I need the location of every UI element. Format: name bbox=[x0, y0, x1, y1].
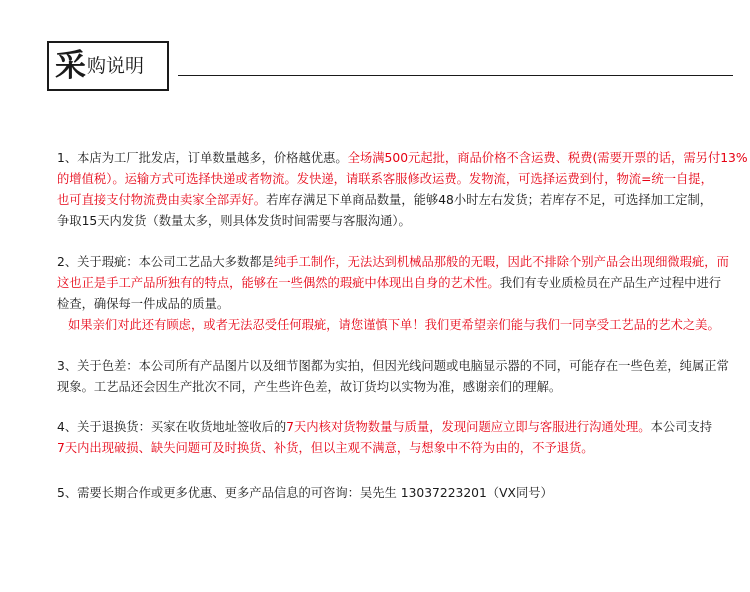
section-contact bbox=[57, 483, 737, 504]
defects-highlight: 纯手工制作，无法达到机械品那般的无暇，因此不排除个别产品会出现细微瑕疵，而 bbox=[273, 255, 729, 269]
returns-text: 4、关于退换货：买家在收货地址签收后的 bbox=[57, 420, 287, 434]
section-contact-line-1: 5、需要长期合作或更多优惠、更多产品信息的可咨询：吴先生 13037223201（VX同号） bbox=[57, 486, 553, 500]
page-title-box bbox=[47, 41, 169, 91]
section-ordering-line-2: 的增值税）。运输方式可选择快递或者物流。发快递，请联系客服修改运费。发物流，可选择运费到付，物流=统一自提， bbox=[57, 172, 713, 186]
defects-highlight: 这也正是手工产品所独有的特点，能够在一些偶然的瑕疵中体现出自身的艺术性。 bbox=[57, 276, 500, 290]
section-ordering bbox=[57, 148, 748, 232]
section-defects-line-1 bbox=[57, 252, 737, 273]
section-defects bbox=[57, 252, 737, 336]
defects-text: 2、关于瑕疵：本公司工艺品大多数都是 bbox=[57, 255, 274, 269]
section-defects-line-3: 检查，确保每一件成品的质量。 bbox=[57, 297, 230, 311]
returns-text: 本公司支持 bbox=[650, 420, 713, 434]
section-ordering-line-4: 争取15天内发货（数量太多，则具体发货时间需要与客服沟通）。 bbox=[57, 214, 411, 228]
section-defects-line-4: 如果亲们对此还有顾虑，或者无法忍受任何瑕疵，请您谨慎下单！我们更希望亲们能与我们一同享受工艺品的艺术之美。 bbox=[68, 318, 720, 332]
ordering-highlight: 全场满500元起批，商品价格不含运费、税费(需要开票的话，需另付13% bbox=[347, 151, 748, 165]
ordering-highlight: 也可直接支付物流费由卖家全部弄好。 bbox=[57, 193, 267, 207]
ordering-text: 1、本店为工厂批发店，订单数量越多，价格越优惠。 bbox=[57, 151, 348, 165]
returns-highlight: 7天内核对货物数量与质量，发现问题应立即与客服进行沟通处理。 bbox=[286, 420, 651, 434]
title-divider bbox=[178, 75, 733, 76]
section-returns-line-1 bbox=[57, 417, 737, 438]
ordering-text: 若库存满足下单商品数量，能够48小时左右发货；若库存不足，可选择加工定制， bbox=[266, 193, 713, 207]
section-color-line-1: 3、关于色差：本公司所有产品图片以及细节图都为实拍，但因光线问题或电脑显示器的不同，可能存在一些色差，纯属正常 bbox=[57, 359, 729, 373]
section-color-line-2: 现象。工艺品还会因生产批次不同，产生些许色差，故订货均以实物为准，感谢亲们的理解。 bbox=[57, 380, 562, 394]
page-title-first-char: 采 bbox=[55, 47, 86, 84]
section-returns-line-2: 7天内出现破损、缺失问题可及时换货、补货，但以主观不满意，与想象中不符为由的，不予退货。 bbox=[57, 441, 594, 455]
section-defects-line-2 bbox=[57, 273, 737, 294]
defects-text: 我们有专业质检员在产品生产过程中进行 bbox=[499, 276, 722, 290]
section-ordering-line-3 bbox=[57, 190, 737, 211]
page-title-rest: 购说明 bbox=[87, 54, 145, 77]
section-returns bbox=[57, 417, 737, 459]
section-color-difference bbox=[57, 356, 737, 398]
section-ordering-line-1 bbox=[57, 148, 748, 169]
